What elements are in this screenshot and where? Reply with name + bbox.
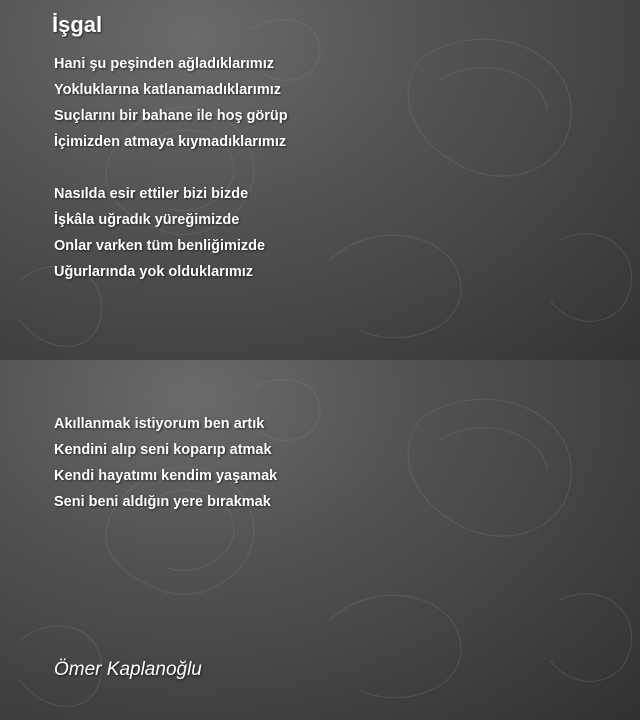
- poem-line: Yokluklarına katlanamadıklarımız: [54, 82, 281, 98]
- poem-line: Uğurlarında yok olduklarımız: [54, 264, 254, 280]
- poem-line: Hani şu peşinden ağladıklarımız: [54, 56, 274, 72]
- poem-line: Akıllanmak istiyorum ben artık: [54, 416, 265, 432]
- poem-title: İşgal: [52, 12, 103, 37]
- poem-line: Onlar varken tüm benliğimizde: [54, 238, 266, 254]
- poem-line: Suçlarını bir bahane ile hoş görüp: [54, 108, 288, 124]
- poem-line: Kendini alıp seni koparıp atmak: [54, 442, 272, 458]
- poem-line: Nasılda esir ettiler bizi bizde: [54, 186, 249, 202]
- poem-line: Seni beni aldığın yere bırakmak: [54, 494, 271, 510]
- stanza-1: [54, 51, 288, 155]
- poem-line: İçimizden atmaya kıymadıklarımız: [54, 134, 287, 150]
- poem-author: Ömer Kaplanoğlu: [54, 659, 202, 680]
- stanza-3: [54, 411, 277, 515]
- stanza-2: [54, 181, 265, 285]
- poem-line: Kendi hayatımı kendim yaşamak: [54, 468, 278, 484]
- poem-line: İşkâla uğradık yüreğimizde: [54, 212, 240, 228]
